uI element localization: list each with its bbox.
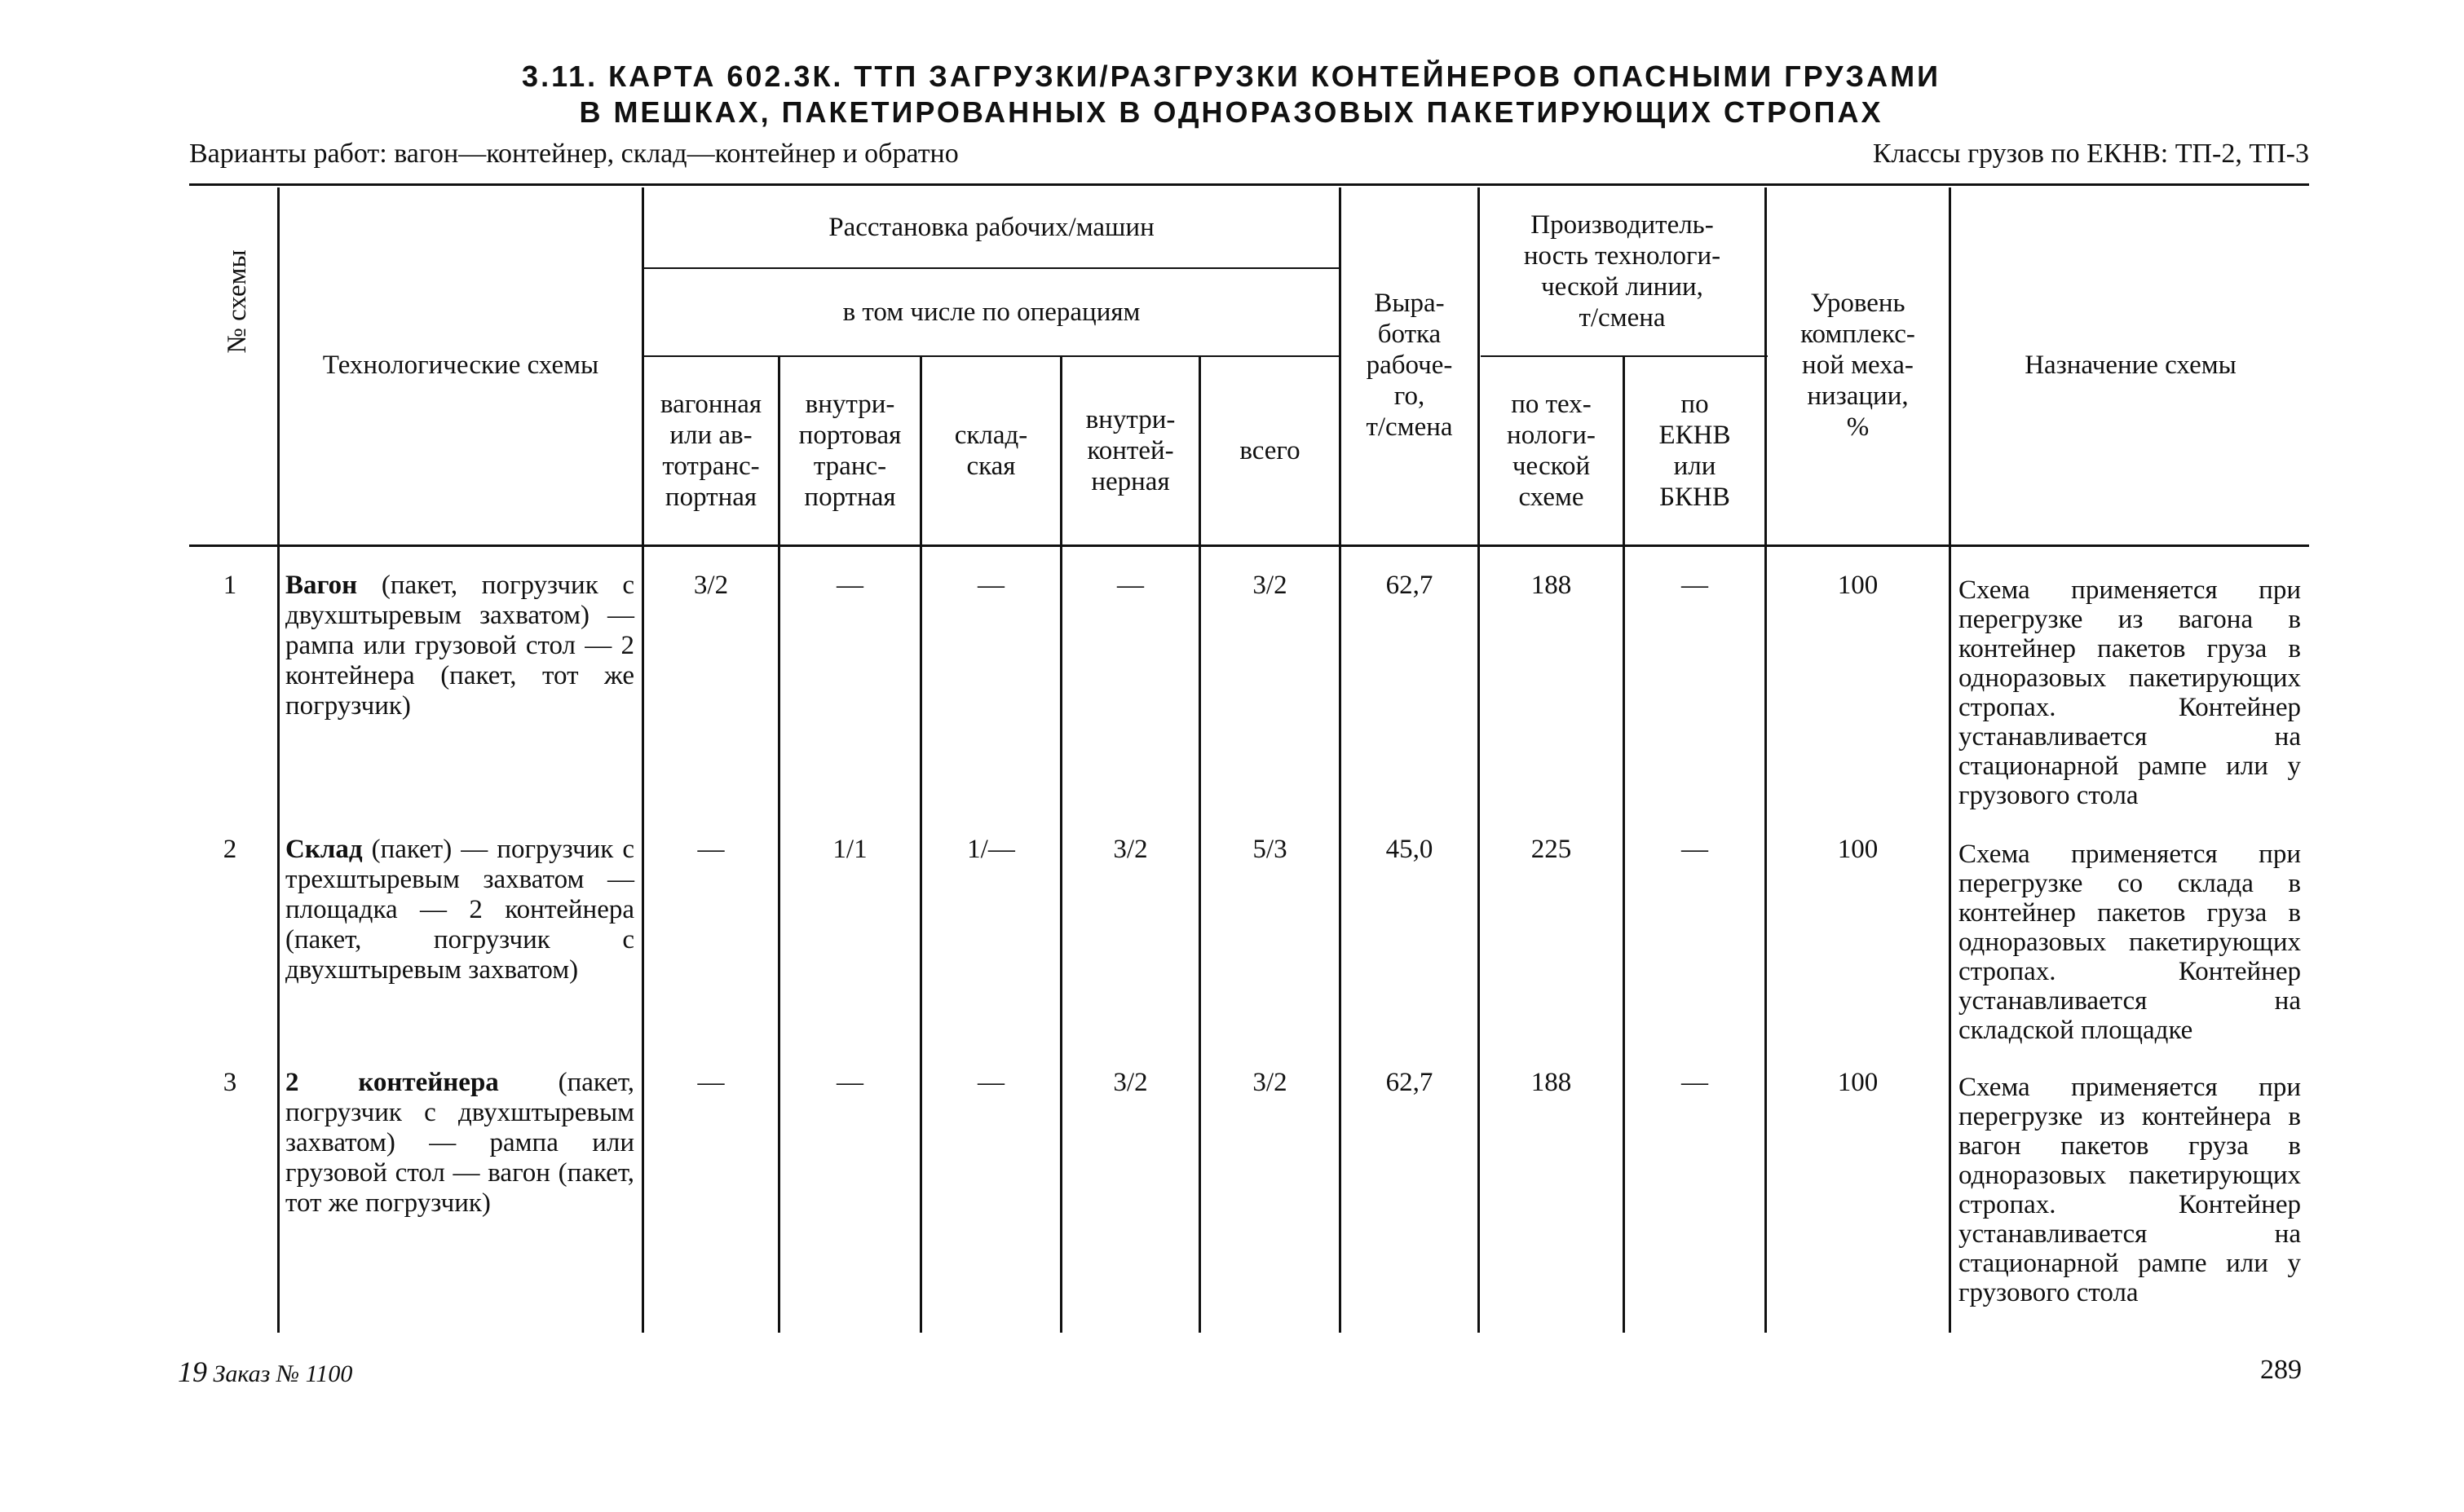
order-footer xyxy=(178,1355,352,1389)
row-3-total: 3/2 xyxy=(1252,1068,1287,1097)
row-1-total: 3/2 xyxy=(1252,571,1287,600)
header-incontainer: внутри- контей- нерная xyxy=(1085,405,1176,496)
row-3-incontainer: 3/2 xyxy=(1113,1068,1148,1097)
row-1-number: 1 xyxy=(223,571,237,600)
row-1-scheme-head: Вагон xyxy=(285,571,358,600)
work-variants: Варианты работ: вагон—контейнер, склад—контейнер и обратно xyxy=(189,139,959,169)
header-divider xyxy=(644,355,1339,357)
document-title-line-1: 3.11. КАРТА 602.3К. ТТП ЗАГРУЗКИ/РАЗГРУЗКИ КОНТЕЙНЕРОВ ОПАСНЫМИ ГРУЗАМИ xyxy=(522,60,1941,93)
row-1-output: 62,7 xyxy=(1385,571,1433,600)
row-3-scheme-head: 2 контейнера xyxy=(285,1068,499,1097)
row-2-output: 45,0 xyxy=(1385,835,1433,864)
row-3-by-ekhv: — xyxy=(1681,1068,1708,1097)
document-title-line-2: В МЕШКАХ, ПАКЕТИРОВАННЫХ В ОДНОРАЗОВЫХ ПАКЕТИРУЮЩИХ СТРОПАХ xyxy=(579,95,1883,129)
row-2-warehouse: 1/— xyxy=(967,835,1015,864)
row-2-purpose: Схема применяется при перегрузке со склада в контейнер пакетов груза в одноразовых пакетирующих стропах. Контейнер устанавливается на складской площадке xyxy=(1958,840,2301,1045)
row-3-scheme-text: (пакет, погрузчик с двухштыревым захватом) — рампа или грузовой стол — вагон (пакет, тот же погрузчик) xyxy=(285,1068,634,1218)
page-number: 289 xyxy=(2260,1355,2302,1385)
header-bottom-rule xyxy=(189,544,2309,547)
row-3-wagon: — xyxy=(697,1068,725,1097)
row-2-number: 2 xyxy=(223,835,237,864)
row-3-number: 3 xyxy=(223,1068,237,1097)
row-1-by-scheme: 188 xyxy=(1530,571,1572,600)
row-1-incontainer: — xyxy=(1117,571,1144,600)
header-mechanization: Уровень комплекс- ной меха- низации, % xyxy=(1800,289,1915,442)
header-scheme-number: № схемы xyxy=(222,249,252,354)
order-text: Заказ № 1100 xyxy=(213,1360,353,1387)
row-3-scheme xyxy=(285,1068,634,1219)
row-2-by-scheme: 225 xyxy=(1530,835,1572,864)
row-2-scheme-head: Склад xyxy=(285,835,363,864)
header-by-ekhv: по ЕКНВ или БКНВ xyxy=(1658,390,1731,512)
row-2-total: 5/3 xyxy=(1252,835,1287,864)
row-1-purpose: Схема применяется при перегрузке из вагона в контейнер пакетов груза в одноразовых пакетирующих стропах. Контейнер устанавливается на стационарной рампе или у грузового стола xyxy=(1958,575,2301,810)
row-1-scheme xyxy=(285,571,634,721)
row-1-mechanization: 100 xyxy=(1837,571,1879,600)
header-placement: Расстановка рабочих/машин xyxy=(828,213,1155,242)
row-3-mechanization: 100 xyxy=(1837,1068,1879,1097)
row-2-mechanization: 100 xyxy=(1837,835,1879,864)
row-1-scheme-text: (пакет, погрузчик с двухштыревым захватом) — рампа или грузовой стол — 2 контейнера (пакет, тот же погрузчик) xyxy=(285,571,634,721)
row-1-inport: — xyxy=(837,571,863,600)
header-productivity: Производитель- ность технологи- ческой линии, т/смена xyxy=(1523,210,1721,333)
row-1-warehouse: — xyxy=(978,571,1005,600)
row-3-by-scheme: 188 xyxy=(1530,1068,1572,1097)
row-3-warehouse: — xyxy=(978,1068,1005,1097)
row-2-incontainer: 3/2 xyxy=(1113,835,1148,864)
row-3-inport: — xyxy=(837,1068,863,1097)
row-2-scheme xyxy=(285,835,634,985)
cargo-classes: Классы грузов по ЕКНВ: ТП-2, ТП-3 xyxy=(1872,139,2309,169)
header-warehouse: склад- ская xyxy=(954,421,1028,481)
header-inport: внутри- портовая транс- портная xyxy=(798,390,902,512)
row-1-by-ekhv: — xyxy=(1681,571,1708,600)
row-1-wagon: 3/2 xyxy=(693,571,729,600)
header-by-scheme: по тех- нологи- ческой схеме xyxy=(1507,390,1596,512)
row-2-scheme-text: (пакет) — погрузчик с трехштыревым захватом — площадка — 2 контейнера (пакет, погрузчик с двухштыревым захватом) xyxy=(285,835,634,985)
header-output: Выра- ботка рабоче- го, т/смена xyxy=(1366,289,1453,442)
table-top-rule xyxy=(189,183,2309,186)
row-3-output: 62,7 xyxy=(1385,1068,1433,1097)
header-by-operations: в том числе по операциям xyxy=(842,298,1141,327)
row-2-wagon: — xyxy=(697,835,725,864)
order-number: 19 xyxy=(178,1356,207,1388)
row-3-purpose: Схема применяется при перегрузке из контейнера в вагон пакетов груза в одноразовых пакетирующих стропах. Контейнер устанавливается на стационарной рампе или у грузового стола xyxy=(1958,1073,2301,1307)
header-total: всего xyxy=(1239,436,1300,465)
header-schemes: Технологические схемы xyxy=(322,350,599,380)
header-wagon: вагонная или ав- тотранс- портная xyxy=(660,390,762,512)
row-2-inport: 1/1 xyxy=(832,835,868,864)
row-2-by-ekhv: — xyxy=(1681,835,1708,864)
header-purpose: Назначение схемы xyxy=(2025,350,2237,380)
